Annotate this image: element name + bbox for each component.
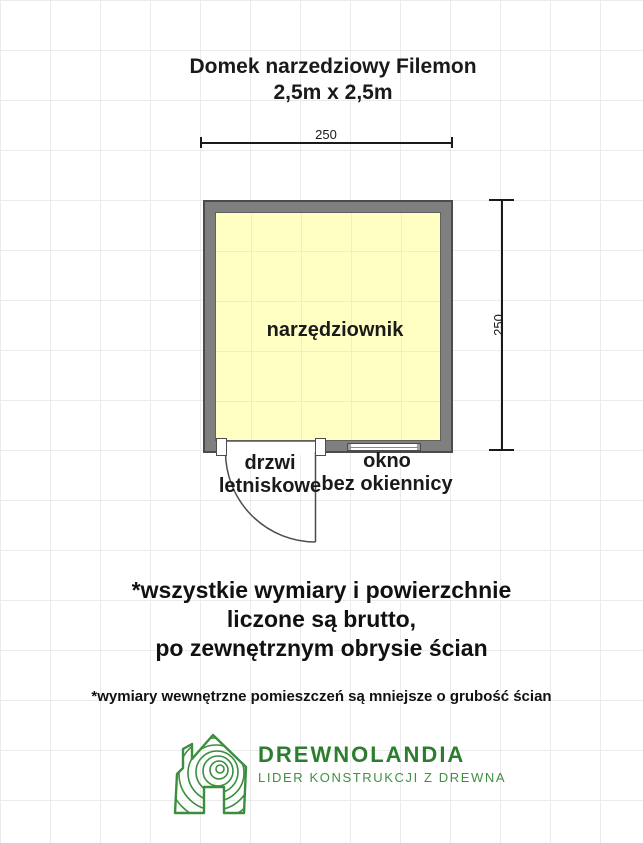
dimension-top-tick-left bbox=[200, 137, 202, 148]
window-label bbox=[316, 450, 458, 496]
dimension-top-line bbox=[200, 142, 452, 144]
gross-note-line1: *wszystkie wymiary i powierzchnie bbox=[131, 577, 512, 603]
dimension-right-value: 250 bbox=[490, 314, 506, 336]
dimension-top-tick-right bbox=[451, 137, 453, 148]
room-label: narzędziownik bbox=[266, 319, 404, 341]
internal-dimensions-note: *wymiary wewnętrzne pomieszczeń są mniejsze o grubość ścian bbox=[91, 688, 552, 705]
dimension-right-tick-bottom bbox=[489, 449, 514, 451]
page-title-line2: 2,5m x 2,5m bbox=[273, 81, 393, 104]
logo-brand: DREWNOLANDIA bbox=[258, 742, 466, 767]
logo-tagline: LIDER KONSTRUKCJI Z DREWNA bbox=[258, 770, 507, 785]
dimension-right-tick-top bbox=[489, 199, 514, 201]
door-label-line2: letniskowe bbox=[218, 475, 322, 497]
gross-dimensions-note bbox=[0, 576, 643, 663]
page-title bbox=[30, 54, 636, 106]
drewnolandia-house-icon bbox=[168, 727, 252, 815]
gross-note-line2: liczone są brutto, bbox=[226, 606, 417, 632]
gross-note-line3: po zewnętrznym obrysie ścian bbox=[155, 635, 488, 661]
page-title-line1: Domek narzedziowy Filemon bbox=[189, 55, 477, 78]
window-label-line1: okno bbox=[363, 450, 411, 472]
logo-text bbox=[258, 743, 506, 785]
dimension-top-value: 250 bbox=[315, 127, 337, 142]
window-label-line2: bez okiennicy bbox=[321, 473, 453, 495]
door-label-line1: drzwi bbox=[244, 452, 296, 474]
